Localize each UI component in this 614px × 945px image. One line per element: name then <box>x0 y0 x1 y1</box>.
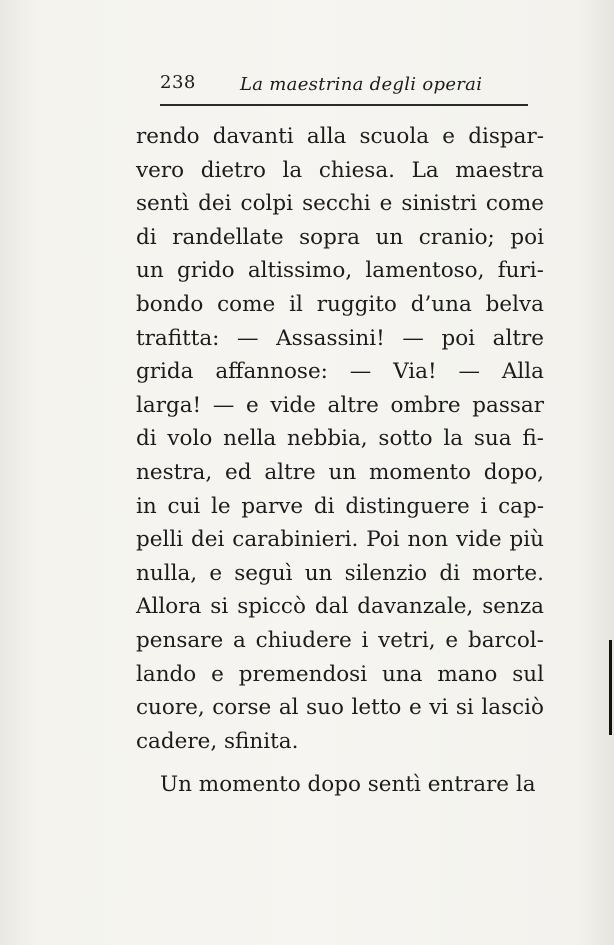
text-line: cadere, sfinita. <box>136 728 299 754</box>
text-line <box>136 322 544 356</box>
word: altre <box>264 459 316 485</box>
word: belva <box>485 291 544 317</box>
word: furi- <box>497 258 544 284</box>
word: dei <box>191 527 225 553</box>
word: come <box>217 291 276 317</box>
word: dal <box>314 594 349 620</box>
text-line <box>136 355 544 389</box>
word: momento <box>369 459 471 485</box>
running-title: La maestrina degli operai <box>240 74 483 95</box>
word: in <box>136 493 157 519</box>
word: — <box>402 325 424 351</box>
word: cui <box>167 493 201 519</box>
text-line <box>136 422 544 456</box>
word: e <box>211 661 224 687</box>
word: nulla, <box>136 560 198 586</box>
word: e <box>379 191 393 217</box>
word: sua <box>473 426 512 452</box>
word: maestra <box>455 157 544 183</box>
text-line <box>136 658 544 692</box>
word: seguì <box>234 560 293 586</box>
word: Poi <box>366 527 400 553</box>
word: Allora <box>136 594 202 620</box>
paragraph-1 <box>136 120 544 758</box>
word: di <box>313 493 335 519</box>
word: d’una <box>410 291 472 317</box>
word: lamentoso, <box>365 258 485 284</box>
word: distinguere <box>345 493 470 519</box>
word: e <box>209 560 223 586</box>
word: La <box>411 157 439 183</box>
word: i <box>361 627 369 653</box>
word: altre <box>327 392 379 418</box>
word: a <box>232 627 246 653</box>
word: — <box>237 325 259 351</box>
word: si <box>210 594 229 620</box>
word: ruggito <box>316 291 397 317</box>
word: ed <box>225 459 252 485</box>
word: rendo <box>136 124 200 149</box>
text-line <box>136 490 544 524</box>
word: — <box>212 392 235 418</box>
word: — <box>349 359 372 385</box>
word: una <box>381 661 423 687</box>
word: la <box>443 426 464 452</box>
word: nebbia, <box>287 426 368 452</box>
paragraph-2 <box>136 768 544 802</box>
word: Assassini! <box>276 325 385 351</box>
word: chiudere <box>255 627 352 653</box>
running-header <box>160 72 528 102</box>
word: affannose: <box>215 359 328 385</box>
word: grida <box>136 359 194 385</box>
word: nella <box>223 426 277 452</box>
word: lando <box>136 661 197 687</box>
word: morte. <box>472 560 544 586</box>
word: di <box>136 224 157 250</box>
body-text <box>136 120 544 802</box>
word: silenzio <box>344 560 428 586</box>
word: Via! <box>393 359 437 385</box>
text-line <box>136 254 544 288</box>
word: sopra <box>299 224 360 250</box>
word: alla <box>306 124 347 149</box>
word: la <box>282 157 303 183</box>
word: dopo, <box>483 459 544 485</box>
word: non <box>407 527 449 553</box>
word: sentì <box>136 191 190 217</box>
word: bondo <box>136 291 204 317</box>
word: senza <box>482 594 544 620</box>
word: vide <box>270 392 316 418</box>
word: randellate <box>172 224 284 250</box>
word: poi <box>510 224 544 250</box>
word: chiesa. <box>318 157 395 183</box>
word: altissimo, <box>247 258 353 284</box>
word: e <box>442 124 455 149</box>
text-line <box>136 624 544 658</box>
word: scuola <box>359 124 430 149</box>
word: nestra, <box>136 459 213 485</box>
page-number: 238 <box>160 72 196 93</box>
text-line <box>136 590 544 624</box>
word: sul <box>512 661 544 687</box>
word: corse <box>212 695 272 721</box>
word: come <box>485 191 544 217</box>
header-rule <box>160 104 528 106</box>
word: vide <box>456 527 502 553</box>
word: carabinieri. <box>232 527 359 553</box>
word: poi <box>441 325 476 351</box>
word: dietro <box>200 157 266 183</box>
word: spiccò <box>237 594 306 620</box>
word: cranio; <box>418 224 495 250</box>
word: sotto <box>378 426 433 452</box>
word: barcol- <box>467 627 544 653</box>
word: suo <box>306 695 344 721</box>
word: premendosi <box>238 661 368 687</box>
word: parve <box>241 493 304 519</box>
word: e <box>245 392 259 418</box>
text-line <box>136 154 544 188</box>
word: e <box>408 695 422 721</box>
word: lasciò <box>481 695 544 721</box>
word: le <box>211 493 231 519</box>
word: si <box>455 695 474 721</box>
word: un <box>328 459 357 485</box>
word: altre <box>492 325 544 351</box>
word: pensare <box>136 627 224 653</box>
text-line <box>136 288 544 322</box>
word: ombre <box>390 392 461 418</box>
word: e <box>445 627 459 653</box>
word: grido <box>176 258 235 284</box>
word: vi <box>429 695 449 721</box>
word: vero <box>136 157 185 183</box>
word: letto <box>351 695 402 721</box>
word: cap- <box>498 493 544 519</box>
word: i <box>480 493 488 519</box>
word: trafitta: <box>136 325 220 351</box>
paragraph-gap <box>136 758 544 768</box>
word: fi- <box>522 426 544 452</box>
word: — <box>458 359 480 385</box>
word: di <box>136 426 157 452</box>
word: davanti <box>212 124 294 149</box>
text-line <box>136 221 544 255</box>
word: un <box>136 258 164 284</box>
text-line <box>136 120 544 154</box>
word: dei <box>198 191 232 217</box>
text-line <box>136 557 544 591</box>
text-line <box>136 523 544 557</box>
word: il <box>289 291 303 317</box>
word: secchi <box>302 191 371 217</box>
word: passar <box>472 392 544 418</box>
word: Alla <box>501 359 544 385</box>
word: al <box>278 695 299 721</box>
text-line <box>136 389 544 423</box>
word: un <box>375 224 404 250</box>
text-line <box>136 456 544 490</box>
word: un <box>304 560 333 586</box>
word: pelli <box>136 527 184 553</box>
word: larga! <box>136 392 202 418</box>
text-line <box>136 691 544 725</box>
word: volo <box>167 426 213 452</box>
text-line <box>136 187 544 221</box>
word: colpi <box>240 191 294 217</box>
word: di <box>439 560 460 586</box>
page-edge-mark <box>609 640 612 735</box>
word: più <box>509 527 544 553</box>
word: mano <box>437 661 498 687</box>
word: davanzale, <box>357 594 474 620</box>
word: sinistri <box>401 191 477 217</box>
text-line: Un momento dopo sentì entrare la <box>160 772 536 798</box>
word: cuore, <box>136 695 205 721</box>
word: vetri, <box>378 627 436 653</box>
word: dispar- <box>468 124 544 149</box>
